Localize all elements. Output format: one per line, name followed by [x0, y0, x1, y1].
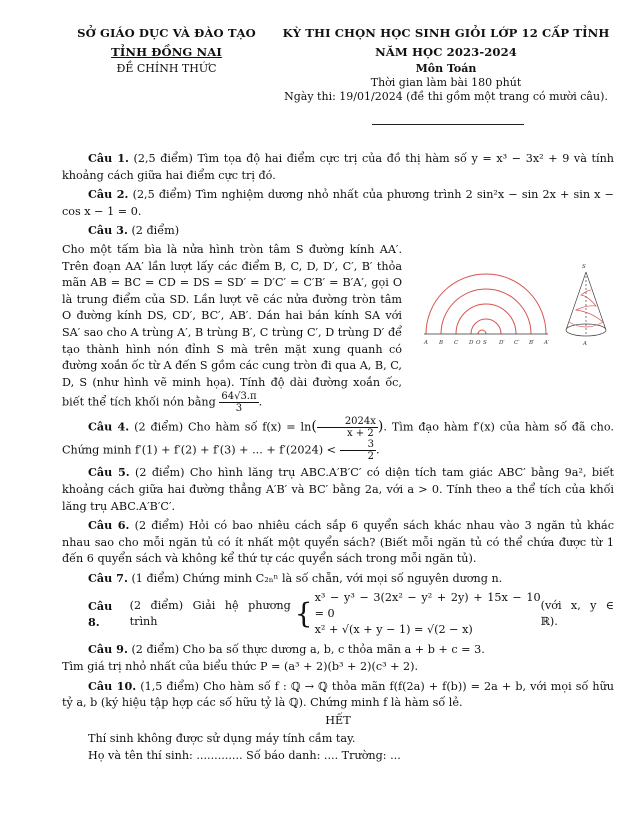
label-o: O — [476, 339, 481, 346]
footer-candidate: Họ và tên thí sinh: ............. Số báo danh: .... Trường: ... — [88, 749, 401, 763]
header-left — [54, 26, 279, 75]
exam-title: KỲ THI CHỌN HỌC SINH GIỎI LỚP 12 CẤP TỈNH — [282, 26, 610, 40]
equation-2: x² + √(x + y − 1) = √(2 − x) — [314, 623, 473, 637]
label-b-prime: B′ — [529, 339, 535, 346]
school-year: NĂM HỌC 2023-2024 — [375, 45, 517, 59]
header-separator — [372, 124, 524, 125]
question-7: Câu 7. (1 điểm) Chứng minh C₂ₙⁿ là số chẵn, với mọi số nguyên dương n. — [88, 570, 503, 585]
question-2: Câu 2. (2,5 điểm) Tìm nghiệm dương nhỏ nhất của phương trình 2 sin²x − sin 2x + sin x − cos x − 1 = 0. — [62, 187, 614, 218]
label-s: S — [483, 339, 487, 346]
questions-body — [62, 150, 614, 765]
question-9: Câu 9. (2 điểm) Cho ba số thực dương a, b, c thỏa mãn a + b + c = 3. — [88, 642, 485, 657]
arc-cd — [471, 319, 501, 334]
label-c: C — [454, 339, 459, 346]
question-3-text: Cho một tấm bìa là nửa hình tròn tâm S đường kính AA′. Trên đoạn AA′ lần lượt lấy các điểm B, C, D, D′, C′, B′ thỏa mãn AB = BC = CD = DS = SD′ = D′C′ = C′B′ = B′A′, gọi O là trung điểm của SD. Lần lượt vẽ các nửa đường tròn tâm O đường kính DS, CD′, BC′, AB′. Dán hai bán kính SA với SA′ sao cho A trùng A′, B trùng B′, C trùng C′, D trùng D′ để tạo thành hình nón đỉnh S mà trên mặt xung quanh có đường xoắn ốc từ A đến S gồm các cung tròn đi qua A, B, C, D, S (như hình vẽ minh họa). Tính độ dài đường xoắn ốc, biết thể tích khối nón bằng $\frac{64√3.\pi}{3}$ . — [62, 242, 402, 415]
label-a-prime: A′ — [544, 339, 550, 346]
label-d: D — [469, 339, 474, 346]
diameter-labels — [423, 340, 550, 346]
end-mark: HẾT — [325, 713, 351, 727]
question-1: Câu 1. (2,5 điểm) Tìm tọa độ hai điểm cực trị của đồ thị hàm số y = x³ − 3x² + 9 và tính khoảng cách giữa hai điểm cực trị đó. — [62, 151, 614, 182]
inequality-fraction: $\frac{3}{2}$ — [340, 439, 376, 462]
question-5: Câu 5. (2 điểm) Cho hình lăng trụ ABC.A′B′C′ có diện tích tam giác ABC′ bằng 9a², biết khoảng cách giữa hai đường thẳng A′B′ và BC′ bằng 2a, với a > 0. Tính theo a thể tích của khối lăng trụ ABC.A′B′C′. — [62, 465, 614, 513]
spiral-cone-figure — [416, 250, 614, 350]
question-3 — [62, 242, 614, 414]
question-10: Câu 10. (1,5 điểm) Cho hàm số f : ℚ → ℚ thỏa mãn f(f(2a) + f(b)) = 2a + b, với mọi số hữu tỷ a, b (ký hiệu tập hợp các số hữu tỷ là ℚ). Chứng minh f là hàm số lẻ. — [62, 678, 614, 710]
ln-fraction: $\frac{2024x}{x + 2}$ — [317, 416, 378, 439]
semicircle-arcs — [426, 274, 546, 334]
question-8: Câu 8. (2 điểm) Giải hệ phương trình { x³ − y³ − 3(2x² − y² + 2y) + 15x − 10 = 0 x² + √(x + y − 1) = √(2 − x) (với x, y ∈ ℝ). — [88, 591, 614, 637]
official-label: ĐỀ CHÍNH THỨC — [116, 62, 217, 75]
equation-system — [315, 590, 541, 638]
question-9-line-2: Tìm giá trị nhỏ nhất của biểu thức P = (a³ + 2)(b³ + 2)(c³ + 2). — [62, 660, 419, 674]
label-a: A — [424, 339, 428, 346]
arc-ds — [478, 330, 486, 334]
label-c-prime: C′ — [514, 339, 520, 346]
volume-fraction: $\frac{64√3.\pi}{3}$ — [221, 391, 257, 415]
question-4: Câu 4. (2 điểm) Cho hàm số f(x) = ln( $\frac{2024x}{x + 2}$ ). Tìm đạo hàm f′(x) của hàm số đã cho. Chứng minh f′(1) + f′(2) + f′(3) + ... + f′(2024) < $\frac{3}{2}$ . — [62, 416, 614, 463]
question-6: Câu 6. (2 điểm) Hỏi có bao nhiêu cách sắp 6 quyển sách khác nhau vào 3 ngăn tủ khác nhau sao cho mỗi ngăn tủ có ít nhất một quyển sách? (Biết mỗi ngăn tủ có thể chứa được từ 1 đến 6 quyển sách và không kể thứ tự các quyển sách trong mỗi ngăn tủ). — [62, 518, 614, 566]
equation-1: x³ − y³ − 3(2x² − y² + 2y) + 15x − 10 = 0 — [314, 591, 541, 621]
exam-date: Ngày thi: 19/01/2024 (đề thi gồm một trang có mười câu). — [284, 90, 608, 103]
province: TỈNH ĐỒNG NAI — [111, 45, 222, 59]
duration: Thời gian làm bài 180 phút — [370, 76, 522, 89]
cone-label-s: S — [582, 263, 586, 270]
label-d-prime: D′ — [499, 339, 505, 346]
arc-ab — [441, 289, 531, 334]
cone-drawing — [566, 272, 606, 336]
header-right — [262, 26, 630, 103]
label-b: B — [439, 339, 444, 346]
domain-note: (với x, y ∈ ℝ). — [540, 598, 614, 629]
subject: Môn Toán — [415, 62, 477, 75]
footer-note: Thí sinh không được sử dụng máy tính cầm tay. — [88, 732, 356, 746]
cone-label-a: A — [583, 340, 587, 347]
dept-line: SỞ GIÁO DỤC VÀ ĐÀO TẠO — [77, 26, 256, 40]
question-3-heading: Câu 3. (2 điểm) — [88, 223, 180, 238]
